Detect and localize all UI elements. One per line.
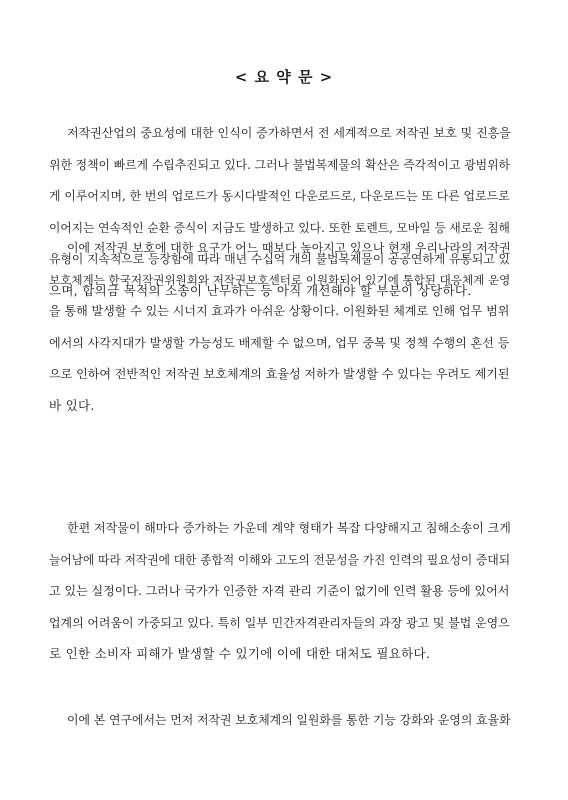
text-line: 고 있는 실정이다. 그러나 국가가 인증한 자격 관리 기준이 없기에 인력 활용 등에 있어서 — [49, 584, 510, 598]
paragraph-3 — [49, 521, 524, 679]
text-line: 에서의 사각지대가 발생할 가능성도 배제할 수 없으며, 업무 중복 및 정책 수행의 혼선 등 — [49, 335, 510, 350]
page-title: < 요 약 문 > — [234, 68, 334, 86]
text-line: 한편 저작물이 해마다 증가하는 가운데 계약 형태가 복잡 다양해지고 침해소송이 크게 — [67, 521, 511, 535]
text-line: 업계의 어려움이 가중되고 있다. 특히 일부 민간자격관리자들의 과장 광고 및 불법 운영으 — [49, 615, 510, 630]
text-line: 이어지는 연속적인 순환 증식이 지금도 발생하고 있다. 또한 토렌트, 모바일 등 새로운 침해 — [49, 220, 510, 235]
text-line: 로 인한 소비자 피해가 발생할 수 있기에 이에 대한 대처도 필요하다. — [49, 646, 431, 661]
text-line: 위한 정책이 빠르게 수립추진되고 있다. 그러나 불법복제물의 확산은 즉각적이고 광범위하 — [49, 157, 510, 172]
text-line: 바 있다. — [49, 397, 95, 413]
text-line: 으로 인하여 전반적인 저작권 보호체계의 효율성 저하가 발생할 수 있다는 우려도 제기된 — [49, 367, 510, 381]
text-line: 으며, 합의금 목적의 소송이 난무하는 등 아직 개선해야 할 부분이 상당하다. — [49, 282, 472, 298]
text-line: 늘어남에 따라 저작권에 대한 종합적 이해와 고도의 전문성을 가진 인력의 필요성이 증대되 — [49, 552, 511, 567]
text-line: 게 이루어지며, 한 번의 업로드가 동시다발적인 다운로드로, 다운로드는 또 다른 업로드로 — [49, 189, 510, 203]
text-line: 보호체계는 한국저작권위원회와 저작권보호센터로 이원화되어 있기에 통합된 대응체계 운영 — [49, 272, 511, 287]
paragraph-4 — [49, 713, 524, 745]
paragraph-2 — [49, 241, 524, 430]
text-line: 유형이 지속적으로 등장함에 따라 매년 수십억 개의 불법복제물이 공공연하게 유통되고 있 — [49, 252, 510, 266]
text-line: 저작권산업의 중요성에 대한 인식이 증가하면서 전 세계적으로 저작권 보호 및 진흥을 — [67, 126, 511, 140]
text-line: 이에 저작권 보호에 대한 요구가 어느 때보다 높아지고 있으나 현재 우리나라의 저작권 — [67, 241, 511, 255]
text-line: 을 통해 발생할 수 있는 시너지 효과가 아쉬운 상황이다. 이원화된 체계로 인해 업무 범위 — [49, 304, 510, 318]
text-line: 이에 본 연구에서는 먼저 저작권 보호체계의 일원화를 통한 기능 강화와 운영의 효율화 — [67, 713, 511, 727]
